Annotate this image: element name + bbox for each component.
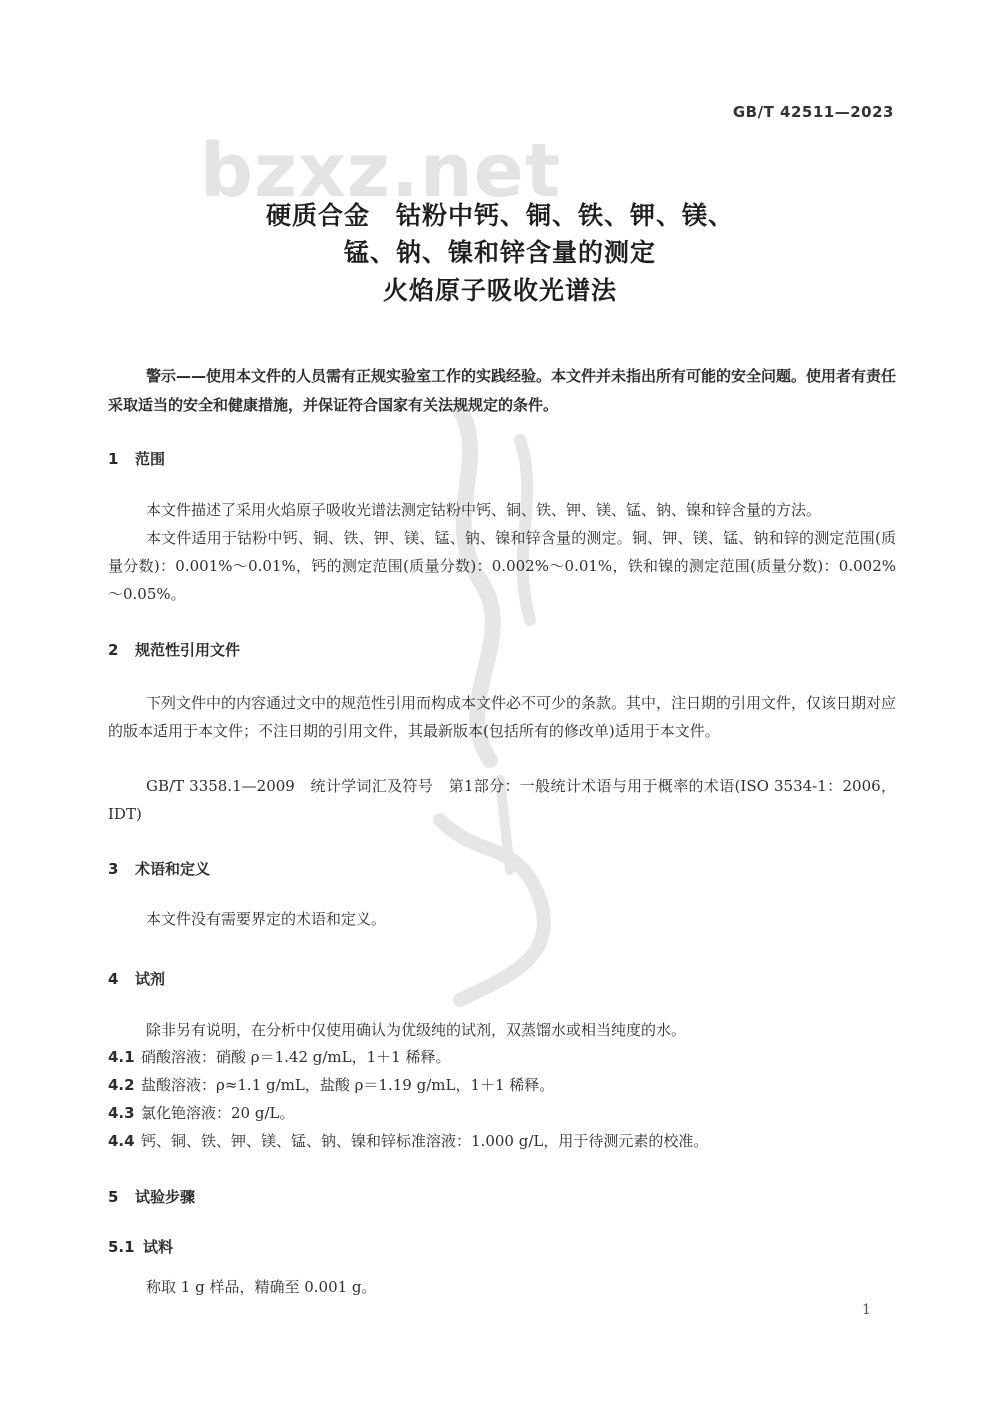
section-title: 试剂 bbox=[135, 970, 166, 988]
standard-number: GB/T 42511—2023 bbox=[732, 103, 894, 121]
section-4-paragraph-1: 除非另有说明，在分析中仅使用确认为优级纯的试剂，双蒸馏水或相当纯度的水。 bbox=[146, 1021, 687, 1039]
item-text: 盐酸溶液：ρ≈1.1 g/mL，盐酸 ρ＝1.19 g/mL，1＋1 稀释。 bbox=[141, 1076, 555, 1094]
subsection-number: 5.1 bbox=[108, 1238, 135, 1256]
warning-paragraph: 警示——使用本文件的人员需有正规实验室工作的实践经验。本文件并未指出所有可能的安全问题。使用者有责任采取适当的安全和健康措施，并保证符合国家有关法规规定的条件。 bbox=[108, 367, 897, 414]
section-number: 3 bbox=[108, 860, 119, 878]
normative-reference: GB/T 3358.1—2009 统计学词汇及符号 第1部分：一般统计术语与用于概率的术语(ISO 3534-1：2006，IDT) bbox=[108, 777, 896, 823]
item-number: 4.4 bbox=[108, 1132, 135, 1150]
page-number: 1 bbox=[862, 1302, 871, 1318]
reagent-item bbox=[108, 1102, 294, 1123]
section-2-paragraph-1: 下列文件中的内容通过文中的规范性引用而构成本文件必不可少的条款。其中，注日期的引用文件，仅该日期对应的版本适用于本文件；不注日期的引用文件，其最新版本(包括所有的修改单)适用于本文件。 bbox=[108, 694, 897, 740]
item-number: 4.2 bbox=[108, 1076, 135, 1094]
section-title: 规范性引用文件 bbox=[135, 641, 241, 659]
section-4-heading bbox=[108, 968, 165, 989]
item-number: 4.1 bbox=[108, 1048, 135, 1066]
section-2-heading bbox=[108, 639, 240, 660]
item-text: 硝酸溶液：硝酸 ρ＝1.42 g/mL，1＋1 稀释。 bbox=[141, 1048, 451, 1066]
section-number: 5 bbox=[108, 1188, 119, 1206]
section-number: 4 bbox=[108, 970, 119, 988]
section-title: 范围 bbox=[135, 450, 166, 468]
item-text: 钙、铜、铁、钾、镁、锰、钠、镍和锌标准溶液：1.000 g/L，用于待测元素的校准。 bbox=[141, 1132, 709, 1150]
section-3-heading bbox=[108, 858, 210, 879]
title-line-1: 硬质合金 钴粉中钙、铜、铁、钾、镁、 bbox=[265, 201, 734, 230]
section-3-paragraph-1: 本文件没有需要界定的术语和定义。 bbox=[146, 910, 387, 928]
reagent-item bbox=[108, 1074, 554, 1095]
section-5-heading bbox=[108, 1186, 195, 1207]
section-title: 术语和定义 bbox=[135, 860, 211, 878]
section-number: 1 bbox=[108, 450, 119, 468]
title-line-3: 火焰原子吸收光谱法 bbox=[382, 276, 617, 305]
reagent-item bbox=[108, 1046, 450, 1067]
item-text: 氯化铯溶液：20 g/L。 bbox=[141, 1104, 295, 1122]
reagent-item bbox=[108, 1130, 708, 1151]
subsection-5-1-paragraph: 称取 1 g 样品，精确至 0.001 g。 bbox=[146, 1278, 377, 1296]
subsection-5-1-heading bbox=[108, 1236, 173, 1257]
section-number: 2 bbox=[108, 641, 119, 659]
watermark-text: bzxz.net bbox=[200, 128, 562, 214]
section-1-heading bbox=[108, 448, 165, 469]
item-number: 4.3 bbox=[108, 1104, 135, 1122]
subsection-title: 试料 bbox=[143, 1238, 174, 1256]
section-1-paragraph-1: 本文件描述了采用火焰原子吸收光谱法测定钴粉中钙、铜、铁、钾、镁、锰、钠、镍和锌含量的方法。 bbox=[146, 501, 822, 519]
title-line-2: 锰、钠、镍和锌含量的测定 bbox=[343, 238, 656, 267]
section-1-paragraph-2: 本文件适用于钴粉中钙、铜、铁、钾、镁、锰、钠、镍和锌含量的测定。铜、钾、镁、锰、钠和锌的测定范围(质量分数)：0.001%～0.01%，钙的测定范围(质量分数)：0.002%～0.01%，铁和镍的测定范围(质量分数)：0.002%～0.05%。 bbox=[108, 529, 896, 603]
section-title: 试验步骤 bbox=[135, 1188, 196, 1206]
